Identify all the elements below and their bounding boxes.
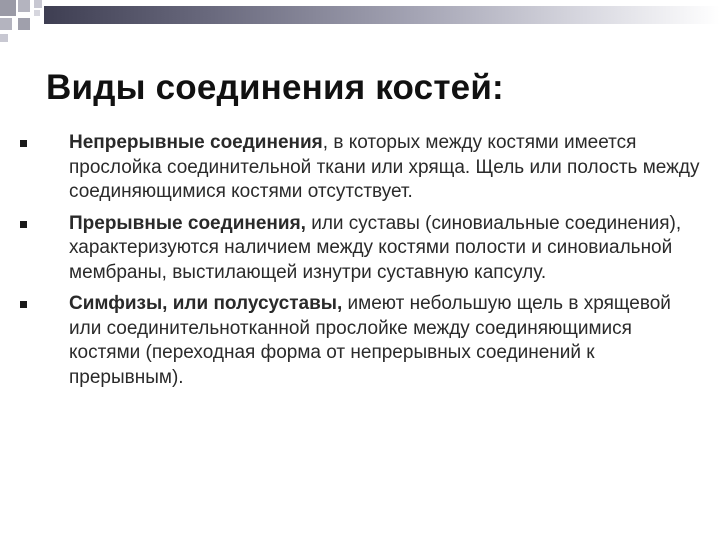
decorative-square [0,18,12,30]
square-bullet-icon [20,221,27,228]
bullet-text: имеют небольшую щель в хрящевой или соединительнотканной прослойке между соединяющимися костями (переходная форма от непрерывных соединений к прерывным). [69,293,671,388]
slide-title: Виды соединения костей: [46,68,504,107]
decorative-square [0,34,8,42]
bullet-term: Непрерывные соединения [69,132,323,153]
decorative-header-bar [44,6,720,24]
bullet-term: Прерывные соединения, [69,212,306,234]
bullet-item-continuous-joints [0,131,720,205]
bullet-item-symphyses [0,292,720,390]
bullet-term: Симфизы, или полусуставы, [69,293,343,314]
bullet-item-discontinuous-joints [0,212,720,286]
square-bullet-icon [20,301,27,308]
decorative-square [18,18,30,30]
decorative-square [0,0,16,16]
decorative-square [34,0,42,8]
bullet-text: или суставы (синовиальные соединения), характеризуются наличием между костями полости и синовиальной мембраны, выстилающей изнутри суставную капсулу. [69,212,682,283]
decorative-square [18,0,30,12]
bullet-text: , в которых между костями имеется прослойка соединительной ткани или хряща. Щель или полость между соединяющимися костями отсутствует. [69,132,700,202]
square-bullet-icon [20,140,27,147]
bullet-list [0,131,720,397]
decorative-square [34,10,40,16]
